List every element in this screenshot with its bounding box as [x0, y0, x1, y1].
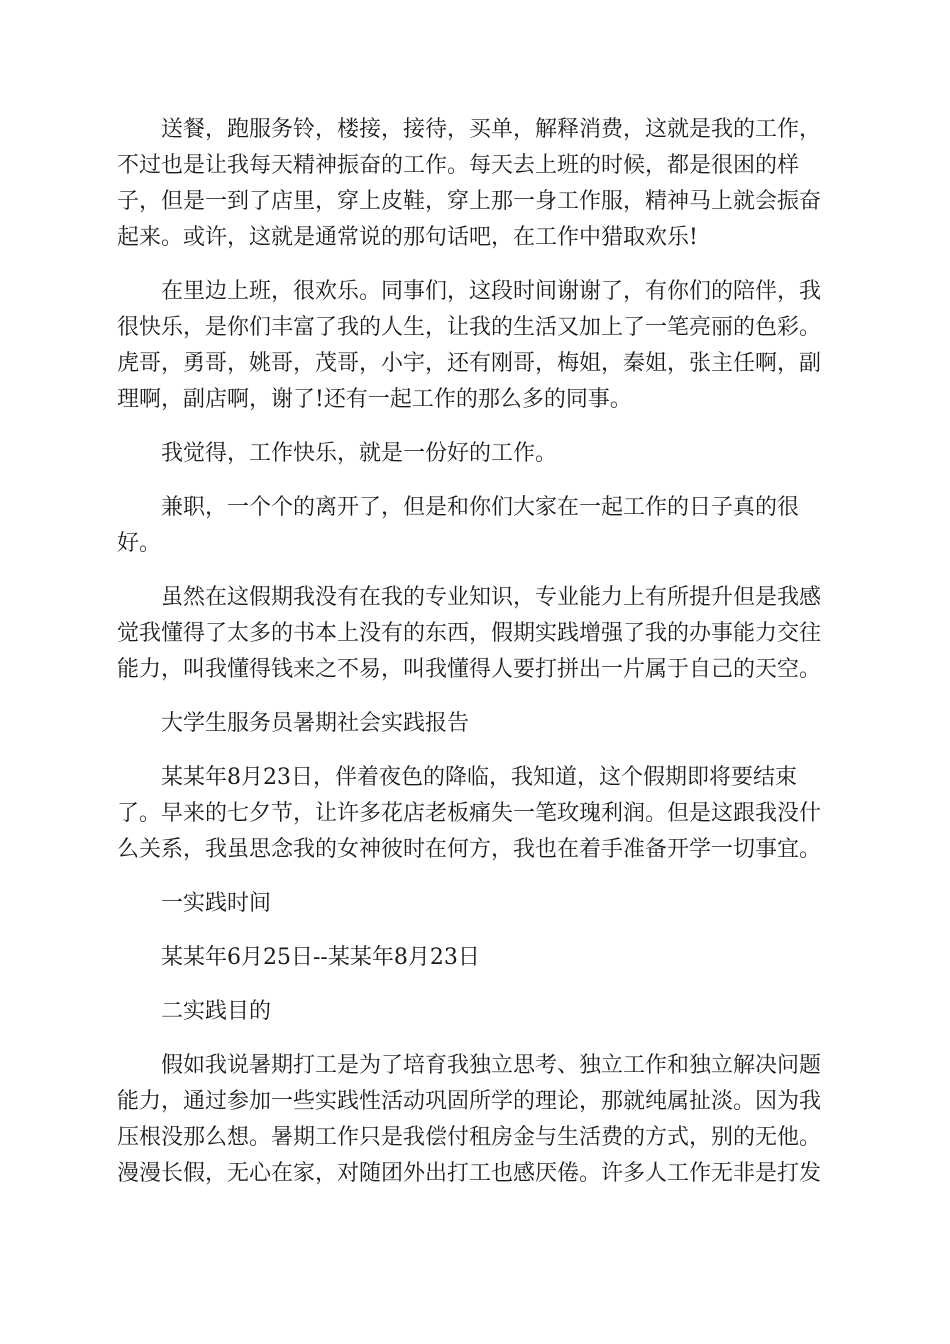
paragraph	[117, 760, 833, 868]
section-title	[117, 706, 833, 742]
section-heading	[117, 886, 833, 922]
text-line: 能力，叫我懂得钱来之不易，叫我懂得人要打拼出一片属于自己的天空。	[117, 657, 822, 682]
text-line: 二实践目的	[161, 999, 272, 1024]
text-line: 压根没那么想。暑期工作只是我偿付租房金与生活费的方式，别的无他。	[117, 1125, 822, 1150]
text-line: 一实践时间	[161, 891, 272, 916]
text-line: 很快乐，是你们丰富了我的人生，让我的生活又加上了一笔亮丽的色彩。	[117, 315, 822, 340]
text-line: 虎哥，勇哥，姚哥，茂哥，小宇，还有刚哥，梅姐，秦姐，张主任啊，副	[117, 351, 822, 376]
text-line: 大学生服务员暑期社会实践报告	[161, 711, 470, 736]
paragraph	[117, 580, 833, 688]
paragraph	[117, 940, 833, 976]
paragraph	[117, 112, 833, 256]
paragraph	[117, 274, 833, 418]
text-line: 在里边上班，很欢乐。同事们，这段时间谢谢了，有你们的陪伴，我	[161, 279, 822, 304]
text-line: 某某年6月25日--某某年8月23日	[161, 945, 480, 970]
text-line: 理啊，副店啊，谢了!还有一起工作的那么多的同事。	[117, 387, 632, 412]
text-line: 假如我说暑期打工是为了培育我独立思考、独立工作和独立解决问题	[161, 1053, 822, 1078]
text-line: 虽然在这假期我没有在我的专业知识，专业能力上有所提升但是我感	[161, 585, 822, 610]
text-line: 我觉得，工作快乐，就是一份好的工作。	[161, 441, 558, 466]
paragraph	[117, 490, 833, 562]
section-heading	[117, 994, 833, 1030]
text-line: 好。	[117, 531, 162, 556]
text-line: 漫漫长假，无心在家，对随团外出打工也感厌倦。许多人工作无非是打发	[117, 1161, 822, 1186]
text-line: 某某年8月23日，伴着夜色的降临，我知道，这个假期即将要结束	[161, 765, 797, 790]
text-line: 子，但是一到了店里，穿上皮鞋，穿上那一身工作服，精神马上就会振奋	[117, 189, 822, 214]
text-line: 起来。或许，这就是通常说的那句话吧，在工作中猎取欢乐!	[117, 225, 698, 250]
text-line: 了。早来的七夕节，让许多花店老板痛失一笔玫瑰利润。但是这跟我没什	[117, 801, 822, 826]
text-line: 么关系，我虽思念我的女神彼时在何方，我也在着手准备开学一切事宜。	[117, 837, 822, 862]
text-line: 兼职，一个个的离开了，但是和你们大家在一起工作的日子真的很	[161, 495, 800, 520]
text-line: 送餐，跑服务铃，楼接，接待，买单，解释消费，这就是我的工作，	[161, 117, 822, 142]
text-line: 不过也是让我每天精神振奋的工作。每天去上班的时候，都是很困的样	[117, 153, 800, 178]
paragraph	[117, 1048, 833, 1192]
text-line: 觉我懂得了太多的书本上没有的东西，假期实践增强了我的办事能力交往	[117, 621, 822, 646]
paragraph	[117, 436, 833, 472]
document-body	[117, 112, 833, 1192]
text-line: 能力，通过参加一些实践性活动巩固所学的理论，那就纯属扯淡。因为我	[117, 1089, 822, 1114]
